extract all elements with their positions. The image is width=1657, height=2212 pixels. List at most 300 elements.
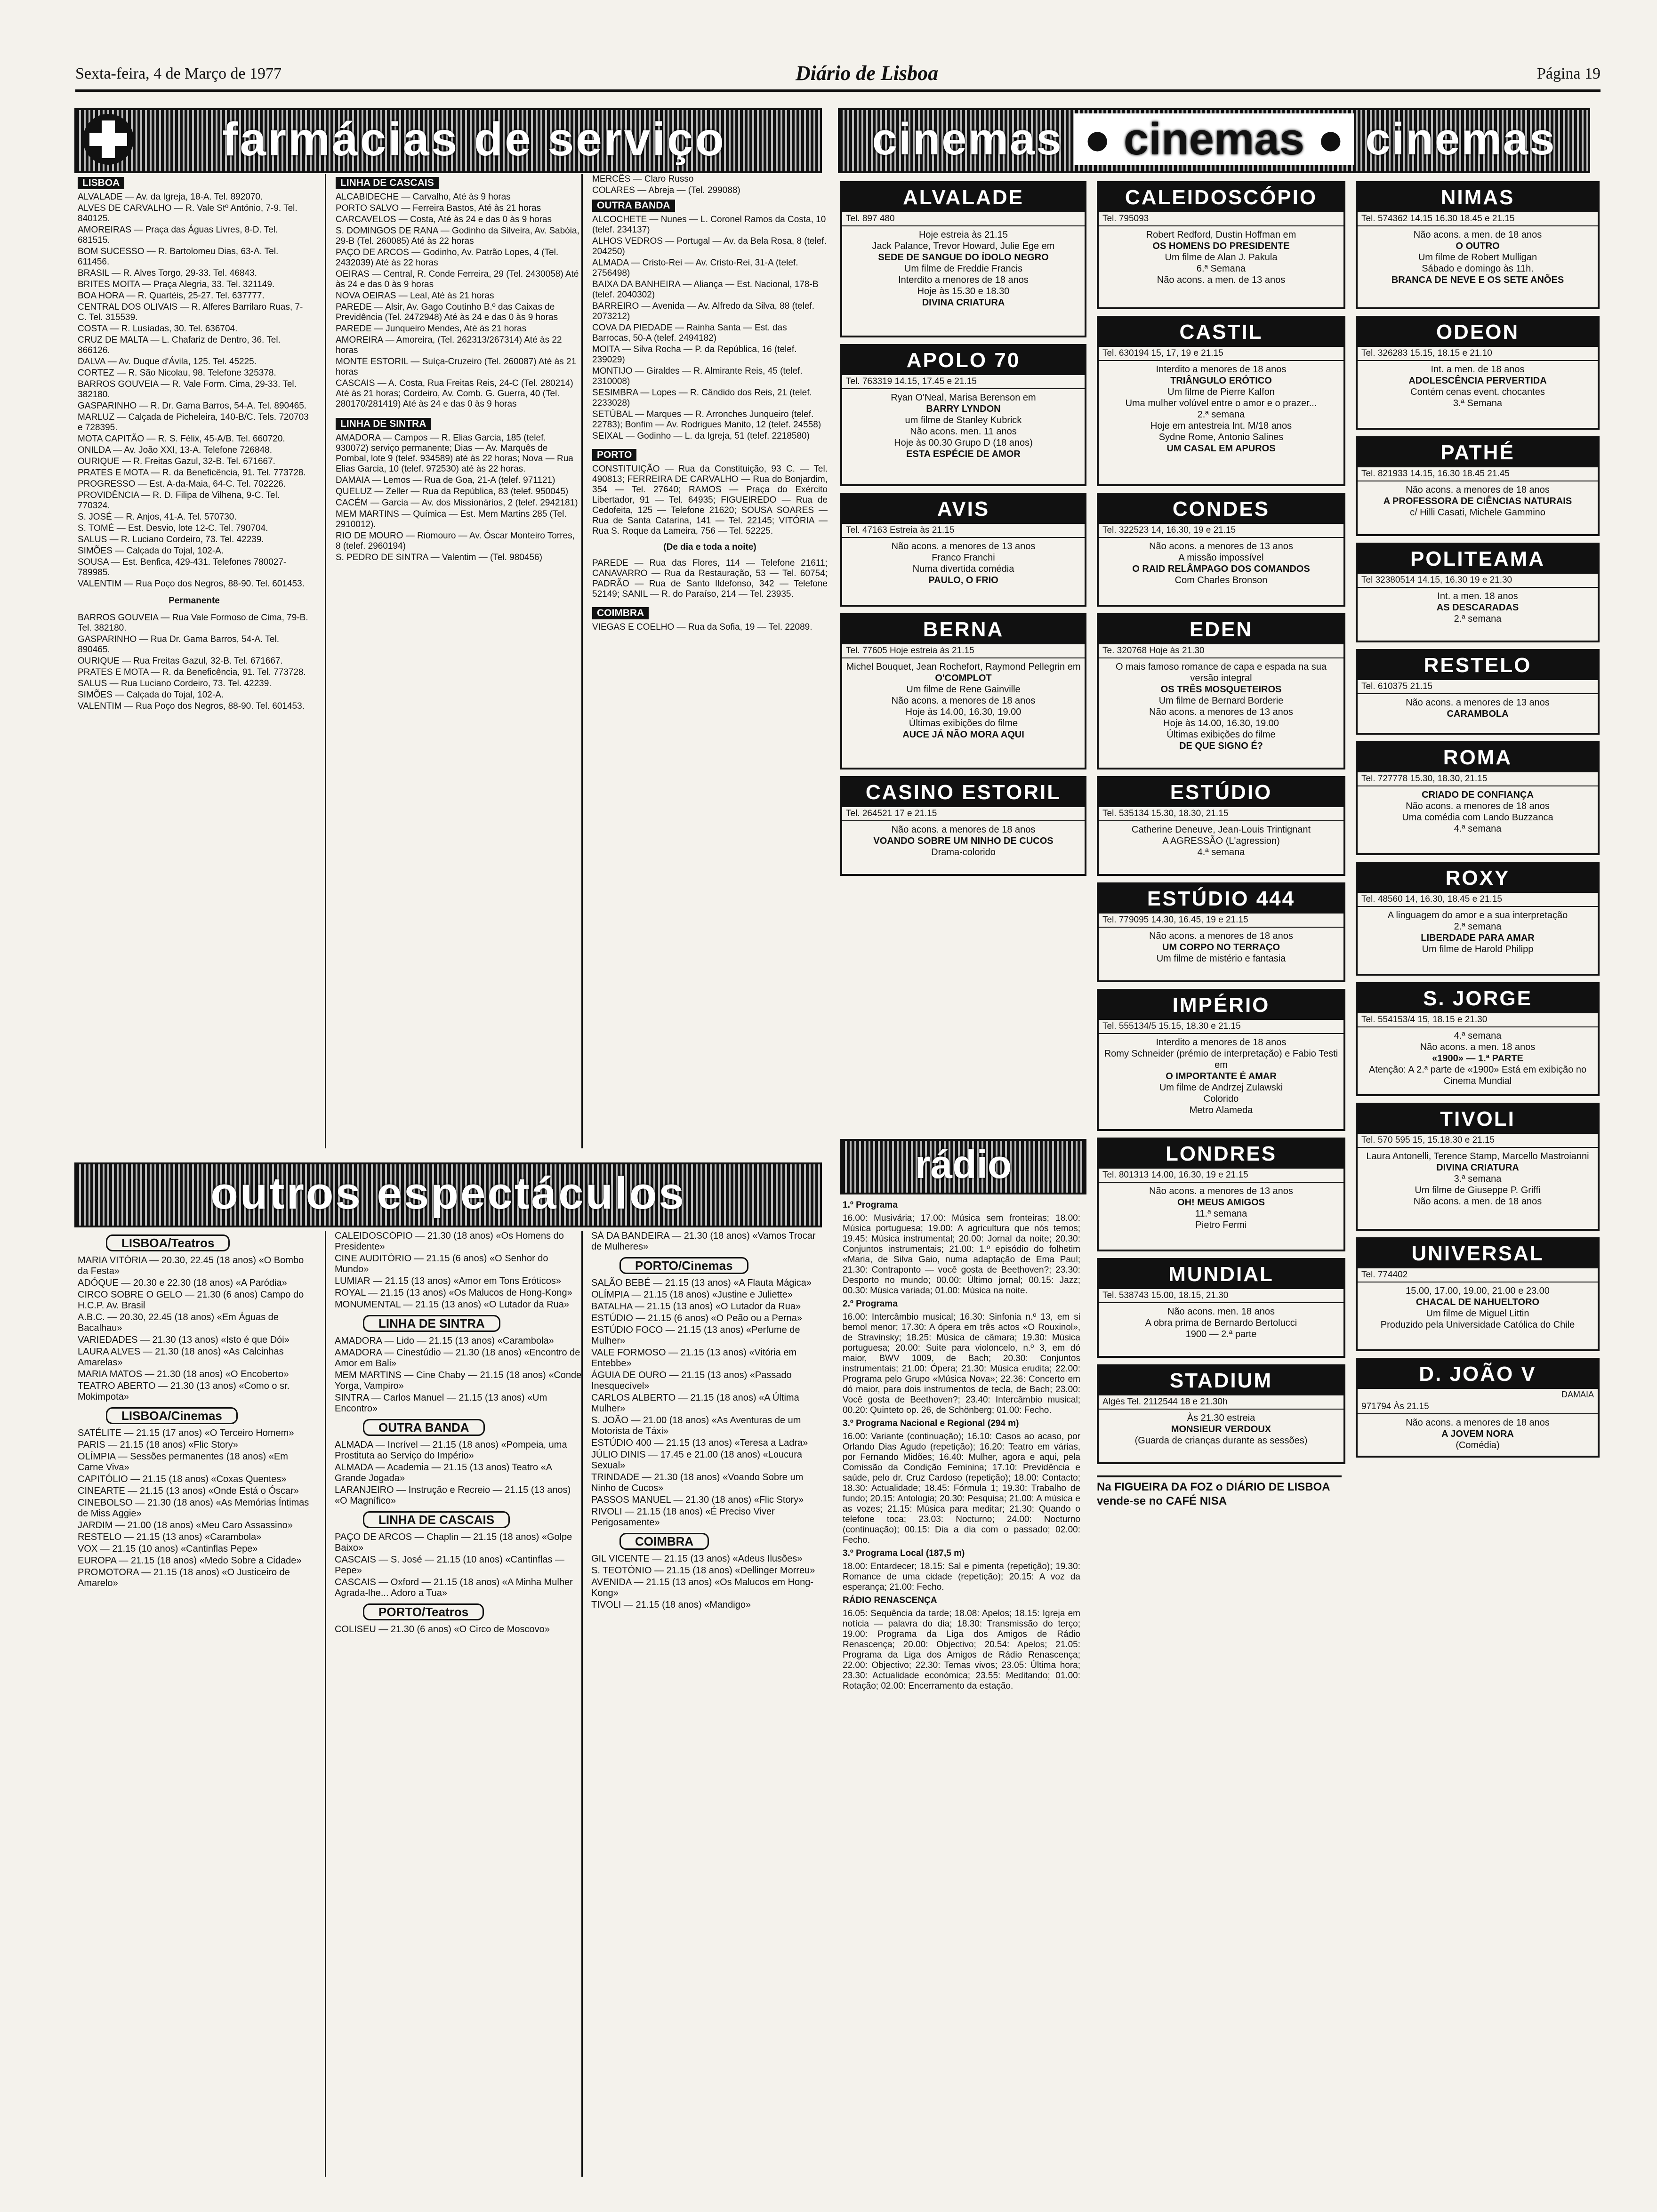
cinema-name: CONDES (1099, 495, 1343, 524)
show-listing: MARIA MATOS — 21.30 (18 anos) «O Encoberto» (78, 1369, 289, 1379)
cinema-details (842, 821, 1085, 861)
cinema-detail-line: 4.ª semana (1454, 1031, 1502, 1041)
pharmacy-entry: BOM SUCESSO — R. Bartolomeu Dias, 63-A. Tel. 611456. (78, 247, 279, 267)
cinema-detail-line: Não acons. a men. de 18 anos (1413, 230, 1542, 240)
pharmacy-entry: GASPARINHO — R. Dr. Gama Barros, 54-A. Tel. 890465. (78, 401, 307, 411)
porto-note: (De dia e toda a noite) (663, 542, 756, 552)
section-head-coimbra: COIMBRA (592, 607, 649, 619)
show-listing: COLISEU — 21.30 (6 anos) «O Circo de Moscovo» (335, 1624, 550, 1635)
cinema-name: NIMAS (1358, 183, 1598, 212)
pharmacy-entry: CASCAIS — A. Costa, Rua Freitas Reis, 24-C (Tel. 280214) Até às 21 horas; Cordeiro, Av. Comb. G. Guerra, 40 (Tel. 280170/281419) Até às 24 e das 0 às 9 horas (336, 378, 573, 409)
section-head-permanente: Permanente (169, 596, 220, 606)
cinema-detail-line: Uma comédia com Lando Buzzanca (1402, 812, 1553, 823)
cinema-phone-schedule: Tel. 610375 21.15 (1358, 680, 1598, 694)
show-listing: LUMIAR — 21.15 (13 anos) «Amor em Tons Eróticos» (335, 1276, 561, 1286)
cinema-detail-line: OH! MEUS AMIGOS (1177, 1197, 1265, 1208)
cinema-phone-schedule: Tel. 821933 14.15, 16.30 18.45 21.45 (1358, 467, 1598, 481)
cinema-detail-line: VOANDO SOBRE UM NINHO DE CUCOS (873, 836, 1054, 846)
show-listing: ALMADA — Academia — 21.15 (13 anos) Teatro «A Grande Jogada» (335, 1462, 552, 1483)
cinema-detail-line: «1900» — 1.ª PARTE (1432, 1053, 1523, 1064)
cinema-detail-line: A JOVEM NORA (1441, 1429, 1514, 1439)
cinema-detail-line: Ryan O'Neal, Marisa Berenson em (891, 393, 1036, 403)
cinema-detail-line: Últimas exibições do filme (1166, 729, 1276, 740)
section-head: COIMBRA (619, 1533, 709, 1550)
radio-program-head: 2.º Programa (843, 1299, 898, 1309)
cinema-detail-line: Um filme de Rene Gainville (906, 684, 1021, 695)
pharmacy-entry: CACÉM — Garcia — Av. dos Missionários, 2 (telef. 2942181) (336, 498, 578, 508)
cinema-listing (1356, 1103, 1600, 1231)
cinema-name: AVIS (842, 495, 1085, 524)
pharmacy-entry: S. TOMÉ — Est. Desvio, lote 12-C. Tel. 790704. (78, 523, 268, 533)
radio-title: rádio (915, 1142, 1012, 1186)
cinema-listing (1356, 1358, 1600, 1458)
pharmacy-entry: ALVALADE — Av. da Igreja, 18-A. Tel. 892070. (78, 192, 263, 202)
show-listing: ESTÚDIO FOCO — 21.15 (13 anos) «Perfume de Mulher» (591, 1325, 800, 1346)
pharmacy-entry: COLARES — Abreja — (Tel. 299088) (592, 185, 740, 195)
pharmacy-entry: DALVA — Av. Duque d'Ávila, 125. Tel. 45225. (78, 357, 257, 367)
show-listing: VOX — 21.15 (10 anos) «Cantinflas Pepe» (78, 1544, 258, 1554)
cinema-phone-schedule: Tel. 727778 15.30, 18.30, 21.15 (1358, 772, 1598, 786)
cross-icon (83, 114, 134, 165)
show-listing: VARIEDADES — 21.30 (13 anos) «Isto é que Dói» (78, 1335, 290, 1345)
show-listing: TIVOLI — 21.15 (18 anos) «Mandigo» (591, 1600, 751, 1610)
cinema-detail-line: 4.ª semana (1197, 847, 1245, 858)
pharmacy-entry: CRUZ DE MALTA — L. Chafariz de Dentro, 36. Tel. 866126. (78, 335, 281, 355)
cinema-detail-line: Últimas exibições do filme (909, 718, 1018, 729)
cinema-detail-line: Não acons. men. 18 anos (1167, 1306, 1275, 1317)
cinema-detail-line: Não acons. a menores de 13 anos (1149, 707, 1293, 717)
cinema-details (1358, 361, 1598, 412)
porto-pharmacies: CONSTITUIÇÃO — Rua da Constituição, 93 C. — Tel. 490813; FERREIRA DE CARVALHO — Rua do Bonjardim, 354 — Tel. 27640; RAMOS — Praça do Exército Libertador, 91 — Tel. 64935; FIGUEIREDO — Rua de Cedofeita, 125 — Telefone 21620; SOUSA SOARES — Rua de Santa Catarina, 141 — Tel. 22145; VITÓRIA — Rua S. Roque da Lameira, 756 — Tel. 52225. (592, 464, 828, 536)
coimbra-pharmacies: VIEGAS E COELHO — Rua da Sofia, 19 — Tel. 22089. (592, 622, 812, 632)
pharmacy-entry: BARROS GOUVEIA — R. Vale Form. Cima, 29-33. Tel. 382180. (78, 379, 297, 400)
farmacias-outra-banda-column (581, 174, 828, 1148)
show-listing: GIL VICENTE — 21.15 (13 anos) «Adeus Ilusões» (591, 1554, 803, 1564)
show-listing: MEM MARTINS — Cine Chaby — 21.15 (18 anos) «Conde Yorga, Vampiro» (335, 1370, 582, 1391)
pharmacy-entry: BRITES MOITA — Praça Alegria, 33. Tel. 321149. (78, 280, 275, 289)
cinema-phone-schedule: Tel. 897 480 (842, 212, 1085, 226)
pharmacy-entry: CARCAVELOS — Costa, Até às 24 e das 0 às 9 horas (336, 215, 552, 224)
cinema-detail-line: Franco Franchi (932, 553, 995, 563)
cinema-detail-line: Produzido pela Universidade Católica do Chile (1380, 1320, 1575, 1330)
cinema-name: CASINO ESTORIL (842, 778, 1085, 807)
cinema-detail-line: Um filme de Harold Philipp (1422, 944, 1534, 954)
pharmacy-entry: ALCOCHETE — Nunes — L. Coronel Ramos da Costa, 10 (telef. 234137) (592, 215, 826, 235)
cinema-detail-line: Não acons. a menores de 18 anos (1406, 1418, 1550, 1428)
cinema-name: ROMA (1358, 743, 1598, 772)
pharmacy-entry: ALMADA — Cristo-Rei — Av. Cristo-Rei, 31-A (telef. 2756498) (592, 258, 798, 278)
cinema-detail-line: AS DESCARADAS (1436, 602, 1519, 613)
cinema-listing (1097, 989, 1345, 1131)
pharmacy-entry: VALENTIM — Rua Poço dos Negros, 88-90. Tel. 601453. (78, 579, 305, 589)
cinema-detail-line: Não acons. a men. 18 anos (1420, 1042, 1536, 1052)
cinemas-title-right: cinemas (1365, 114, 1556, 164)
cinema-phone-schedule: Tel. 801313 14.00, 16.30, 19 e 21.15 (1099, 1169, 1343, 1183)
cinema-name: LONDRES (1099, 1139, 1343, 1169)
cinema-detail-line: 2.ª semana (1454, 922, 1502, 932)
cinema-listing (1356, 543, 1600, 642)
cinema-listing (840, 181, 1086, 337)
cinema-detail-line: Um filme de Bernard Borderie (1158, 696, 1284, 706)
show-listing: CALEIDOSCÓPIO — 21.30 (18 anos) «Os Homens do Presidente» (335, 1231, 564, 1252)
section-head: LINHA DE SINTRA (363, 1315, 500, 1332)
pharmacy-entry: ALCABIDECHE — Carvalho, Até às 9 horas (336, 192, 511, 202)
show-listing: CARLOS ALBERTO — 21.15 (18 anos) «A Última Mulher» (591, 1393, 799, 1414)
cinema-phone-schedule: Tel. 570 595 15, 15.18.30 e 21.15 (1358, 1134, 1598, 1148)
show-listing: A.B.C. — 20.30, 22.45 (18 anos) «Em Águas de Bacalhau» (78, 1312, 279, 1333)
cinema-details (1358, 694, 1598, 722)
cinema-detail-line: CHACAL DE NAHUELTORO (1416, 1297, 1540, 1307)
cinema-phone-schedule: Tel. 48560 14, 16.30, 18.45 e 21.15 (1358, 893, 1598, 907)
cinema-detail-line: Romy Schneider (prémio de interpretação) e Fabio Testi em (1104, 1049, 1338, 1070)
cinema-phone-schedule: Tel. 47163 Estreia às 21.15 (842, 524, 1085, 538)
pharmacy-entry: SALUS — Rua Luciano Cordeiro, 73. Tel. 42239. (78, 679, 272, 689)
cinema-details (1358, 481, 1598, 521)
section-head: PORTO/Cinemas (619, 1257, 748, 1274)
section-head: LISBOA/Teatros (106, 1234, 230, 1251)
show-listing: TEATRO ABERTO — 21.30 (13 anos) «Como o sr. Mokimpota» (78, 1381, 290, 1402)
pharmacy-entry: PRATES E MOTA — R. da Beneficência, 91. Tel. 773728. (78, 667, 306, 677)
cinema-detail-line: Não acons. a menores de 18 anos (1406, 485, 1550, 495)
show-listing: RIVOLI — 21.15 (18 anos) «É Preciso Viver Perigosamente» (591, 1507, 775, 1528)
cinema-detail-line: 1900 — 2.ª parte (1185, 1329, 1257, 1339)
cinema-detail-line: Sábado e domingo às 11h. (1422, 264, 1534, 274)
pharmacy-entry: OEIRAS — Central, R. Conde Ferreira, 29 (Tel. 2430058) Até às 24 e das 0 às 9 horas (336, 269, 579, 289)
cinema-listing (1097, 1364, 1345, 1464)
cinema-detail-line: 6.ª Semana (1196, 264, 1246, 274)
cinema-detail-line: Int. a men. 18 anos (1437, 591, 1518, 601)
cinema-detail-line: Atenção: A 2.ª parte de «1900» Está em exibição no Cinema Mundial (1368, 1065, 1587, 1086)
cinema-phone-schedule: 971794 Às 21.15 (1358, 1400, 1598, 1414)
radio-program-schedule: 16.00: Intercâmbio musical; 16.30: Sinfonia n.º 13, em si bemol menor; 17.30: A ópera em três actos «O Rouxinol», de Stravinsky; 18.25: Música de câmara; 19.30: Música portuguesa; 20.00: Suite para violoncelo, n.º 3, em dó maior, BWV 1009, de Bach; 20.30: Conjuntos instrumentais; 21.00: Ópera; 21.30: Música erudita; 22.00: Programa pelo Grupo «Música Nova»; 22.36: Concerto em dó maior, para dois instrumentos de tecla, de Bach; 23.00: Você gosta de Beethoven?; 23.40: Intercâmbio musical; 00.20: Quinteto op. 26, de Schönberg; 01.00: Fecho. (843, 1312, 1080, 1415)
pharmacy-entry: CORTEZ — R. São Nicolau, 98. Telefone 325378. (78, 368, 276, 378)
pharmacy-entry: AMADORA — Campos — R. Elias Garcia, 185 (telef. 930072) serviço permanente; Dias — Av. Marquês de Pombal, lote 9 (telef. 934589) até às 22 horas; Nova — Rua Elias Garcia, 10 (telef. 972530) até às 22 horas. (336, 433, 573, 474)
show-listing: SATÉLITE — 21.15 (17 anos) «O Terceiro Homem» (78, 1428, 294, 1438)
pharmacy-entry: MEM MARTINS — Química — Est. Mem Martins 285 (Tel. 2910012). (336, 509, 567, 529)
cinema-name: STADIUM (1099, 1366, 1343, 1395)
cinema-detail-line: Um filme de Miguel Littin (1426, 1308, 1529, 1319)
cinema-name: CALEIDOSCÓPIO (1099, 183, 1343, 212)
cinema-detail-line: Int. a men. de 18 anos (1431, 364, 1525, 375)
pharmacy-entry: S. DOMINGOS DE RANA — Godinho da Silveira, Av. Sabóia, 29-B (Tel. 260085) Até às 22 horas (336, 226, 579, 246)
pharmacy-entry: ONILDA — Av. João XXI, 13-A. Telefone 726848. (78, 445, 272, 455)
section-head-linha-sintra: LINHA DE SINTRA (336, 418, 431, 430)
show-listing: SALÃO BEBÉ — 21.15 (13 anos) «A Flauta Mágica» (591, 1278, 812, 1288)
radio-program-head: 3.º Programa Local (187,5 m) (843, 1548, 965, 1558)
cinema-detail-line: Um filme de mistério e fantasia (1156, 954, 1286, 964)
cinema-detail-line: 4.ª semana (1454, 824, 1502, 834)
cinema-phone-schedule: Tel. 322523 14, 16.30, 19 e 21.15 (1099, 524, 1343, 538)
outros-column-1 (78, 1231, 315, 2177)
cinema-detail-line: DE QUE SIGNO É? (1179, 741, 1263, 751)
show-listing: MONUMENTAL — 21.15 (13 anos) «O Lutador da Rua» (335, 1299, 570, 1310)
pharmacy-entry: SOUSA — Est. Benfica, 429-431. Telefones 780027-789985. (78, 557, 287, 577)
cinema-name: TIVOLI (1358, 1105, 1598, 1134)
radio-program-head: 1.º Programa (843, 1200, 898, 1210)
cinema-name: S. JORGE (1358, 984, 1598, 1013)
cinema-details (1358, 786, 1598, 837)
pharmacy-entry: OURIQUE — R. Freitas Gazul, 32-B. Tel. 671667. (78, 457, 275, 466)
cinema-phone-schedule: Tel. 795093 (1099, 212, 1343, 226)
issue-date: Sexta-feira, 4 de Março de 1977 (75, 65, 282, 82)
pharmacy-entry: S. PEDRO DE SINTRA — Valentim — (Tel. 980456) (336, 553, 542, 562)
cinema-detail-line: Laura Antonelli, Terence Stamp, Marcello Mastroianni (1366, 1151, 1589, 1162)
show-listing: PARIS — 21.15 (18 anos) «Flic Story» (78, 1440, 238, 1450)
cinemas-title-text: cinemas (1123, 114, 1305, 164)
pharmacy-entry: SALUS — R. Luciano Cordeiro, 73. Tel. 42239. (78, 535, 264, 545)
newspaper-title: Diário de Lisboa (796, 62, 939, 85)
pharmacy-entry: AMOREIRA — Amoreira, (Tel. 262313/267314) Até às 22 horas (336, 335, 562, 355)
page-number: Página 19 (1536, 65, 1601, 82)
cinema-detail-line: Não acons. a men. de 18 anos (1413, 1196, 1542, 1207)
pharmacy-entry: MOTA CAPITÃO — R. S. Félix, 45-A/B. Tel. 660720. (78, 434, 285, 444)
cinema-detail-line: UM CASAL EM APUROS (1166, 443, 1276, 454)
cinema-detail-line: LIBERDADE PARA AMAR (1421, 933, 1535, 943)
section-head: PORTO/Teatros (363, 1603, 484, 1620)
cinema-details (1099, 658, 1343, 754)
section-head-porto: PORTO (592, 449, 636, 461)
cinema-details (842, 389, 1085, 463)
cinema-detail-line: Não acons. a men. de 13 anos (1157, 275, 1286, 285)
cinema-details (1099, 538, 1343, 589)
cinema-details (1099, 1303, 1343, 1343)
show-listing: ROYAL — 21.15 (13 anos) «Os Malucos de Hong-Kong» (335, 1288, 572, 1298)
cinema-phone-schedule: Tel. 779095 14.30, 16.45, 19 e 21.15 (1099, 914, 1343, 928)
cinema-phone-schedule: Tel. 763319 14.15, 17.45 e 21.15 (842, 375, 1085, 389)
section-head-outra-banda: OUTRA BANDA (592, 200, 675, 212)
cinema-name: ESTÚDIO 444 (1099, 884, 1343, 914)
show-listing: S. TEOTÓNIO — 21.15 (18 anos) «Dellinger Morreu» (591, 1565, 815, 1576)
cinema-detail-line: Não acons. a menores de 18 anos (891, 825, 1036, 835)
cinema-detail-line: 3.ª semana (1454, 1174, 1502, 1184)
cinema-details (1099, 361, 1343, 457)
cinema-detail-line: TRIÂNGULO ERÓTICO (1170, 376, 1272, 386)
cinema-detail-line: Não acons. a menores de 13 anos (1149, 541, 1293, 552)
cinema-details (1358, 226, 1598, 289)
cinema-detail-line: Um filme de Freddie Francis (904, 264, 1023, 274)
pharmacy-entry: AMOREIRAS — Praça das Águas Livres, 8-D. Tel. 681515. (78, 225, 278, 245)
cinema-detail-line: O IMPORTANTE É AMAR (1166, 1071, 1277, 1082)
cinema-detail-line: Uma mulher volúvel entre o amor e o prazer... (1125, 398, 1317, 409)
cinema-listing (1097, 776, 1345, 876)
farmacias-cascais-column (325, 174, 580, 1148)
pharmacy-entry: SIMÕES — Calçada do Tojal, 102-A. (78, 546, 224, 556)
cinema-phone-schedule: Tel 32380514 14.15, 16.30 19 e 21.30 (1358, 574, 1598, 588)
cinema-detail-line: Hoje em antestreia Int. M/18 anos (1150, 421, 1292, 431)
show-listing: AVENIDA — 21.15 (13 anos) «Os Malucos em Hong-Kong» (591, 1577, 814, 1598)
cinema-details (1099, 821, 1343, 861)
pharmacy-permanent-list (78, 613, 311, 712)
cinema-detail-line: Drama-colorido (931, 847, 996, 858)
cinema-detail-line: Hoje às 14.00, 16.30, 19.00 (905, 707, 1022, 717)
cinema-name: ROXY (1358, 864, 1598, 893)
show-listing: CINEBOLSO — 21.30 (18 anos) «As Memórias Íntimas de Miss Aggie» (78, 1498, 309, 1519)
pharmacy-entry: NOVA OEIRAS — Leal, Até às 21 horas (336, 291, 494, 301)
outros-column-3 (581, 1231, 827, 2177)
cinema-detail-line: Hoje às 15.30 e 18.30 (917, 286, 1010, 297)
cinema-detail-line: Interdito a menores de 18 anos (1156, 1037, 1287, 1048)
cinemas-column-3 (1356, 181, 1596, 2177)
cinema-listing (1097, 882, 1345, 982)
cinema-detail-line: Não acons. a menores de 13 anos (1149, 1186, 1293, 1196)
cinema-name: IMPÉRIO (1099, 991, 1343, 1020)
pharmacy-entry: VALENTIM — Rua Poço dos Negros, 88-90. Tel. 601453. (78, 701, 305, 711)
cinema-listing (1356, 741, 1600, 855)
show-listing: ESTÚDIO — 21.15 (6 anos) «O Peão ou a Perna» (591, 1313, 803, 1323)
cinema-detail-line: Não acons. a menores de 18 anos (1149, 931, 1293, 941)
cinema-detail-line: Às 21.30 estreia (1187, 1413, 1255, 1423)
cinema-detail-line: A linguagem do amor e a sua interpretação (1387, 910, 1568, 921)
pharmacy-entry: MERCÊS — Claro Russo (592, 174, 694, 184)
show-listing: CIRCO SOBRE O GELO — 21.30 (6 anos) Campo do H.C.P. Av. Brasil (78, 1290, 304, 1311)
cinema-detail-line: CARAMBOLA (1447, 709, 1509, 719)
pharmacy-entry: SEIXAL — Godinho — L. da Igreja, 51 (telef. 2218580) (592, 431, 810, 441)
show-listing: ADÓQUE — 20.30 e 22.30 (18 anos) «A Paródia» (78, 1278, 287, 1288)
cinema-detail-line: Michel Bouquet, Jean Rochefort, Raymond Pellegrin em (846, 662, 1081, 672)
cinema-detail-line: 3.ª Semana (1453, 398, 1503, 409)
cinema-phone-schedule: Tel. 77605 Hoje estreia às 21.15 (842, 644, 1085, 658)
pharmacy-entry: COVA DA PIEDADE — Rainha Santa — Est. das Barrocas, 50-A (telef. 2494182) (592, 323, 787, 343)
cinema-detail-line: DIVINA CRIATURA (922, 297, 1005, 308)
pharmacy-entry: GASPARINHO — Rua Dr. Gama Barros, 54-A. Tel. 890465. (78, 634, 279, 655)
cinema-name: RESTELO (1358, 651, 1598, 680)
cinemas-title-center: ● cinemas ● (1074, 113, 1354, 165)
cinema-details (842, 538, 1085, 589)
pharmacy-entry: BARREIRO — Avenida — Av. Alfredo da Silva, 88 (telef. 2073212) (592, 301, 815, 321)
cinema-details (842, 226, 1085, 311)
cinema-listing (1356, 436, 1600, 536)
cinema-name: EDEN (1099, 615, 1343, 644)
cinema-details (1099, 1034, 1343, 1119)
section-head: LINHA DE CASCAIS (363, 1511, 510, 1528)
show-listing: S. JOÃO — 21.00 (18 anos) «As Aventuras de um Motorista de Táxi» (591, 1415, 801, 1436)
pharmacy-entry: BARROS GOUVEIA — Rua Vale Formoso de Cima, 79-B. Tel. 382180. (78, 613, 308, 633)
radio-program-schedule: 16.05: Sequência da tarde; 18.08: Apelos; 18.15: Igreja em notícia — palavra do dia; 18.30: Transmissão do terço; 19.00: Programa da Liga dos Amigos de Rádio Renascença; 20.00: Objectivo; 20.54: Apelos; 21.05: Programa da Liga dos Amigos de Rádio Renascença; 22.00: Objectivo; 22.30: Temas vivos; 23.05: Última hora; 23.30: Actualidade económica; 23.55: Meditando; 01.00: Rotação; 02.00: Encerramento da estação. (843, 1609, 1080, 1691)
cinema-detail-line: Jack Palance, Trevor Howard, Julie Ege em (872, 241, 1055, 251)
show-listing: ESTÚDIO 400 — 21.15 (13 anos) «Teresa a Ladra» (591, 1438, 808, 1448)
cinema-detail-line: Um filme de Andrzej Zulawski (1159, 1082, 1283, 1093)
show-listing: PROMOTORA — 21.15 (18 anos) «O Justiceiro de Amarelo» (78, 1567, 290, 1588)
show-listing: TRINDADE — 21.30 (18 anos) «Voando Sobre um Ninho de Cucos» (591, 1472, 804, 1493)
pharmacy-entry: OURIQUE — Rua Freitas Gazul, 32-B. Tel. 671667. (78, 656, 283, 666)
cinema-listing (1097, 1258, 1345, 1358)
cinema-detail-line: Robert Redford, Dustin Hoffman em (1146, 230, 1296, 240)
cinema-detail-line: Catherine Deneuve, Jean-Louis Trintignant (1131, 825, 1311, 835)
cinema-details (1099, 928, 1343, 967)
show-listing: VALE FORMOSO — 21.15 (13 anos) «Vitória em Entebbe» (591, 1347, 797, 1369)
cinema-detail-line: O'COMPLOT (935, 673, 992, 683)
show-listing: PAÇO DE ARCOS — Chaplin — 21.15 (18 anos) «Golpe Baixo» (335, 1532, 572, 1553)
pharmacy-entry: MARLUZ — Calçada de Picheleira, 140-B/C. Tels. 720703 e 728395. (78, 412, 309, 433)
cinema-detail-line: DIVINA CRIATURA (1436, 1162, 1519, 1173)
show-listing: ÁGUIA DE OURO — 21.15 (13 anos) «Passado Inesquecível» (591, 1370, 792, 1391)
show-listing: MARIA VITÓRIA — 20.30, 22.45 (18 anos) «O Bombo da Festa» (78, 1255, 304, 1276)
cinemas-column-1 (840, 181, 1083, 1151)
pharmacy-entry: SETÚBAL — Marques — R. Arronches Junqueiro (telef. 22783); Bonfim — Av. Rodrigues Manito, 12 (telef. 24558) (592, 409, 821, 430)
cinema-phone-schedule: Tel. 630194 15, 17, 19 e 21.15 (1099, 347, 1343, 361)
cinema-detail-line: (Comédia) (1456, 1440, 1500, 1451)
cinema-detail-line: 2.ª semana (1197, 409, 1245, 420)
cinema-detail-line: CRIADO DE CONFIANÇA (1422, 790, 1534, 800)
cinema-detail-line: Pietro Fermi (1195, 1220, 1247, 1230)
pharmacy-entry: COSTA — R. Lusíadas, 30. Tel. 636704. (78, 324, 238, 334)
pharmacy-entry: S. JOSÉ — R. Anjos, 41-A. Tel. 570730. (78, 512, 237, 522)
farmacias-title: farmácias de serviço (222, 113, 726, 166)
pharmacy-list (78, 192, 311, 589)
cinema-phone-schedule: Tel. 538743 15.00, 18.15, 21.30 (1099, 1289, 1343, 1303)
cinema-details (1099, 226, 1343, 289)
pharmacy-entry: BOA HORA — R. Quartéis, 25-27. Tel. 637777. (78, 291, 265, 301)
show-listing: BATALHA — 21.15 (13 anos) «O Lutador da Rua» (591, 1301, 801, 1312)
cinema-listing (1356, 649, 1600, 735)
show-listing: CINE AUDITÓRIO — 21.15 (6 anos) «O Senhor do Mundo» (335, 1253, 548, 1274)
pharmacy-entry: BAIXA DA BANHEIRA — Aliança — Est. Nacional, 178-B (telef. 2040302) (592, 280, 819, 300)
cinema-detail-line: 2.ª semana (1454, 614, 1502, 624)
cinema-detail-line: Colorido (1203, 1094, 1239, 1104)
cinema-details (1358, 1148, 1598, 1210)
cinema-detail-line: Um filme de Robert Mulligan (1418, 252, 1537, 263)
cinema-detail-line: Não acons. a menores de 13 anos (1406, 697, 1550, 708)
show-listing: EUROPA — 21.15 (18 anos) «Medo Sobre a Cidade» (78, 1555, 302, 1566)
pharmacy-entry: MONTIJO — Giraldes — R. Almirante Reis, 45 (telef. 2310008) (592, 366, 803, 386)
cinema-phone-schedule: Tel. 574362 14.15 16.30 18.45 e 21.15 (1358, 212, 1598, 226)
pharmacy-entry: PRATES E MOTA — R. da Beneficência, 91. Tel. 773728. (78, 468, 306, 478)
pharmacy-entry: CENTRAL DOS OLIVAIS — R. Alferes Barrilaro Ruas, 7-C. Tel. 315539. (78, 302, 303, 322)
cinema-phone-schedule: Tel. 774402 (1358, 1268, 1598, 1282)
cinema-listing (840, 776, 1086, 876)
cinema-detail-line: Numa divertida comédia (912, 564, 1014, 574)
cinema-detail-line: Um filme de Giuseppe P. Griffi (1415, 1185, 1541, 1195)
cinema-listing (1356, 862, 1600, 976)
cinema-detail-line: um filme de Stanley Kubrick (905, 415, 1022, 425)
radio-listings (843, 1200, 1080, 2174)
cinema-detail-line: AUCE JÁ NÃO MORA AQUI (902, 729, 1024, 740)
cinema-detail-line: Sydne Rome, Antonio Salines (1158, 432, 1284, 442)
show-listing: PASSOS MANUEL — 21.30 (18 anos) «Flic Story» (591, 1495, 804, 1505)
cinema-detail-line: Com Charles Bronson (1174, 575, 1268, 585)
section-head-linha-cascais: LINHA DE CASCAIS (336, 177, 439, 189)
cinema-detail-line: BARRY LYNDON (926, 404, 1001, 414)
cinema-detail-line: SEDE DE SANGUE DO ÍDOLO NEGRO (878, 252, 1049, 263)
cinema-phone-schedule: Tel. 535134 15.30, 18.30, 21.15 (1099, 807, 1343, 821)
show-listing: AMADORA — Lido — 21.15 (13 anos) «Carambola» (335, 1336, 554, 1346)
farmacias-lisboa-column (78, 174, 311, 1148)
show-listing: CAPITÓLIO — 21.15 (18 anos) «Coxas Quentes» (78, 1474, 287, 1484)
cinema-name: MUNDIAL (1099, 1260, 1343, 1289)
cinema-details (1099, 1183, 1343, 1234)
show-listing: OLÍMPIA — 21.15 (18 anos) «Justine e Juliette» (591, 1290, 793, 1300)
cinemas-title-left: cinemas (872, 114, 1063, 164)
cinema-detail-line: (Guarda de crianças durante as sessões) (1134, 1435, 1308, 1446)
cinema-details (1358, 588, 1598, 627)
cinema-details (1099, 1410, 1343, 1449)
radio-program-schedule: 16.00: Musivária; 17.00: Música sem fronteiras; 18.00: Música portuguesa; 19.00: A agricultura que nós temos; 19.45: Música instrumental; 20.00: Jornal da noite; 20.30: Conjuntos instrumentais; 21.00: 1.º episódio do folhetim «Maria, de Silva Gaio, numa adaptação de Ema Paul; 21.30: Contraponto — você gosta de Beethoven?; 23.30: Desporto no mundo; 00.00: Último jornal; 00.15: Jazz; 00.30: Música variada; 01.00: Música na noite. (843, 1213, 1080, 1296)
pharmacy-entry: SIMÕES — Calçada do Tojal, 102-A. (78, 690, 224, 700)
pharmacy-list (592, 174, 828, 196)
pharmacy-entry: MOITA — Silva Rocha — P. da República, 16 (telef. 239029) (592, 345, 797, 365)
cinema-name: ESTÚDIO (1099, 778, 1343, 807)
cinema-detail-line: OS TRÊS MOSQUETEIROS (1160, 684, 1282, 695)
cinema-name: BERNA (842, 615, 1085, 644)
cinema-phone-schedule: Tel. 264521 17 e 21.15 (842, 807, 1085, 821)
cinema-detail-line: Não acons. a menores de 18 anos (1406, 801, 1550, 811)
cinema-detail-line: 15.00, 17.00, 19.00, 21.00 e 23.00 (1406, 1286, 1550, 1296)
section-head: OUTRA BANDA (363, 1419, 485, 1436)
cinema-detail-line: UM CORPO NO TERRAÇO (1162, 942, 1280, 953)
cinema-details (1358, 1282, 1598, 1333)
cinema-detail-line: Um filme de Pierre Kalfon (1167, 387, 1275, 397)
cinema-listing (840, 493, 1086, 607)
